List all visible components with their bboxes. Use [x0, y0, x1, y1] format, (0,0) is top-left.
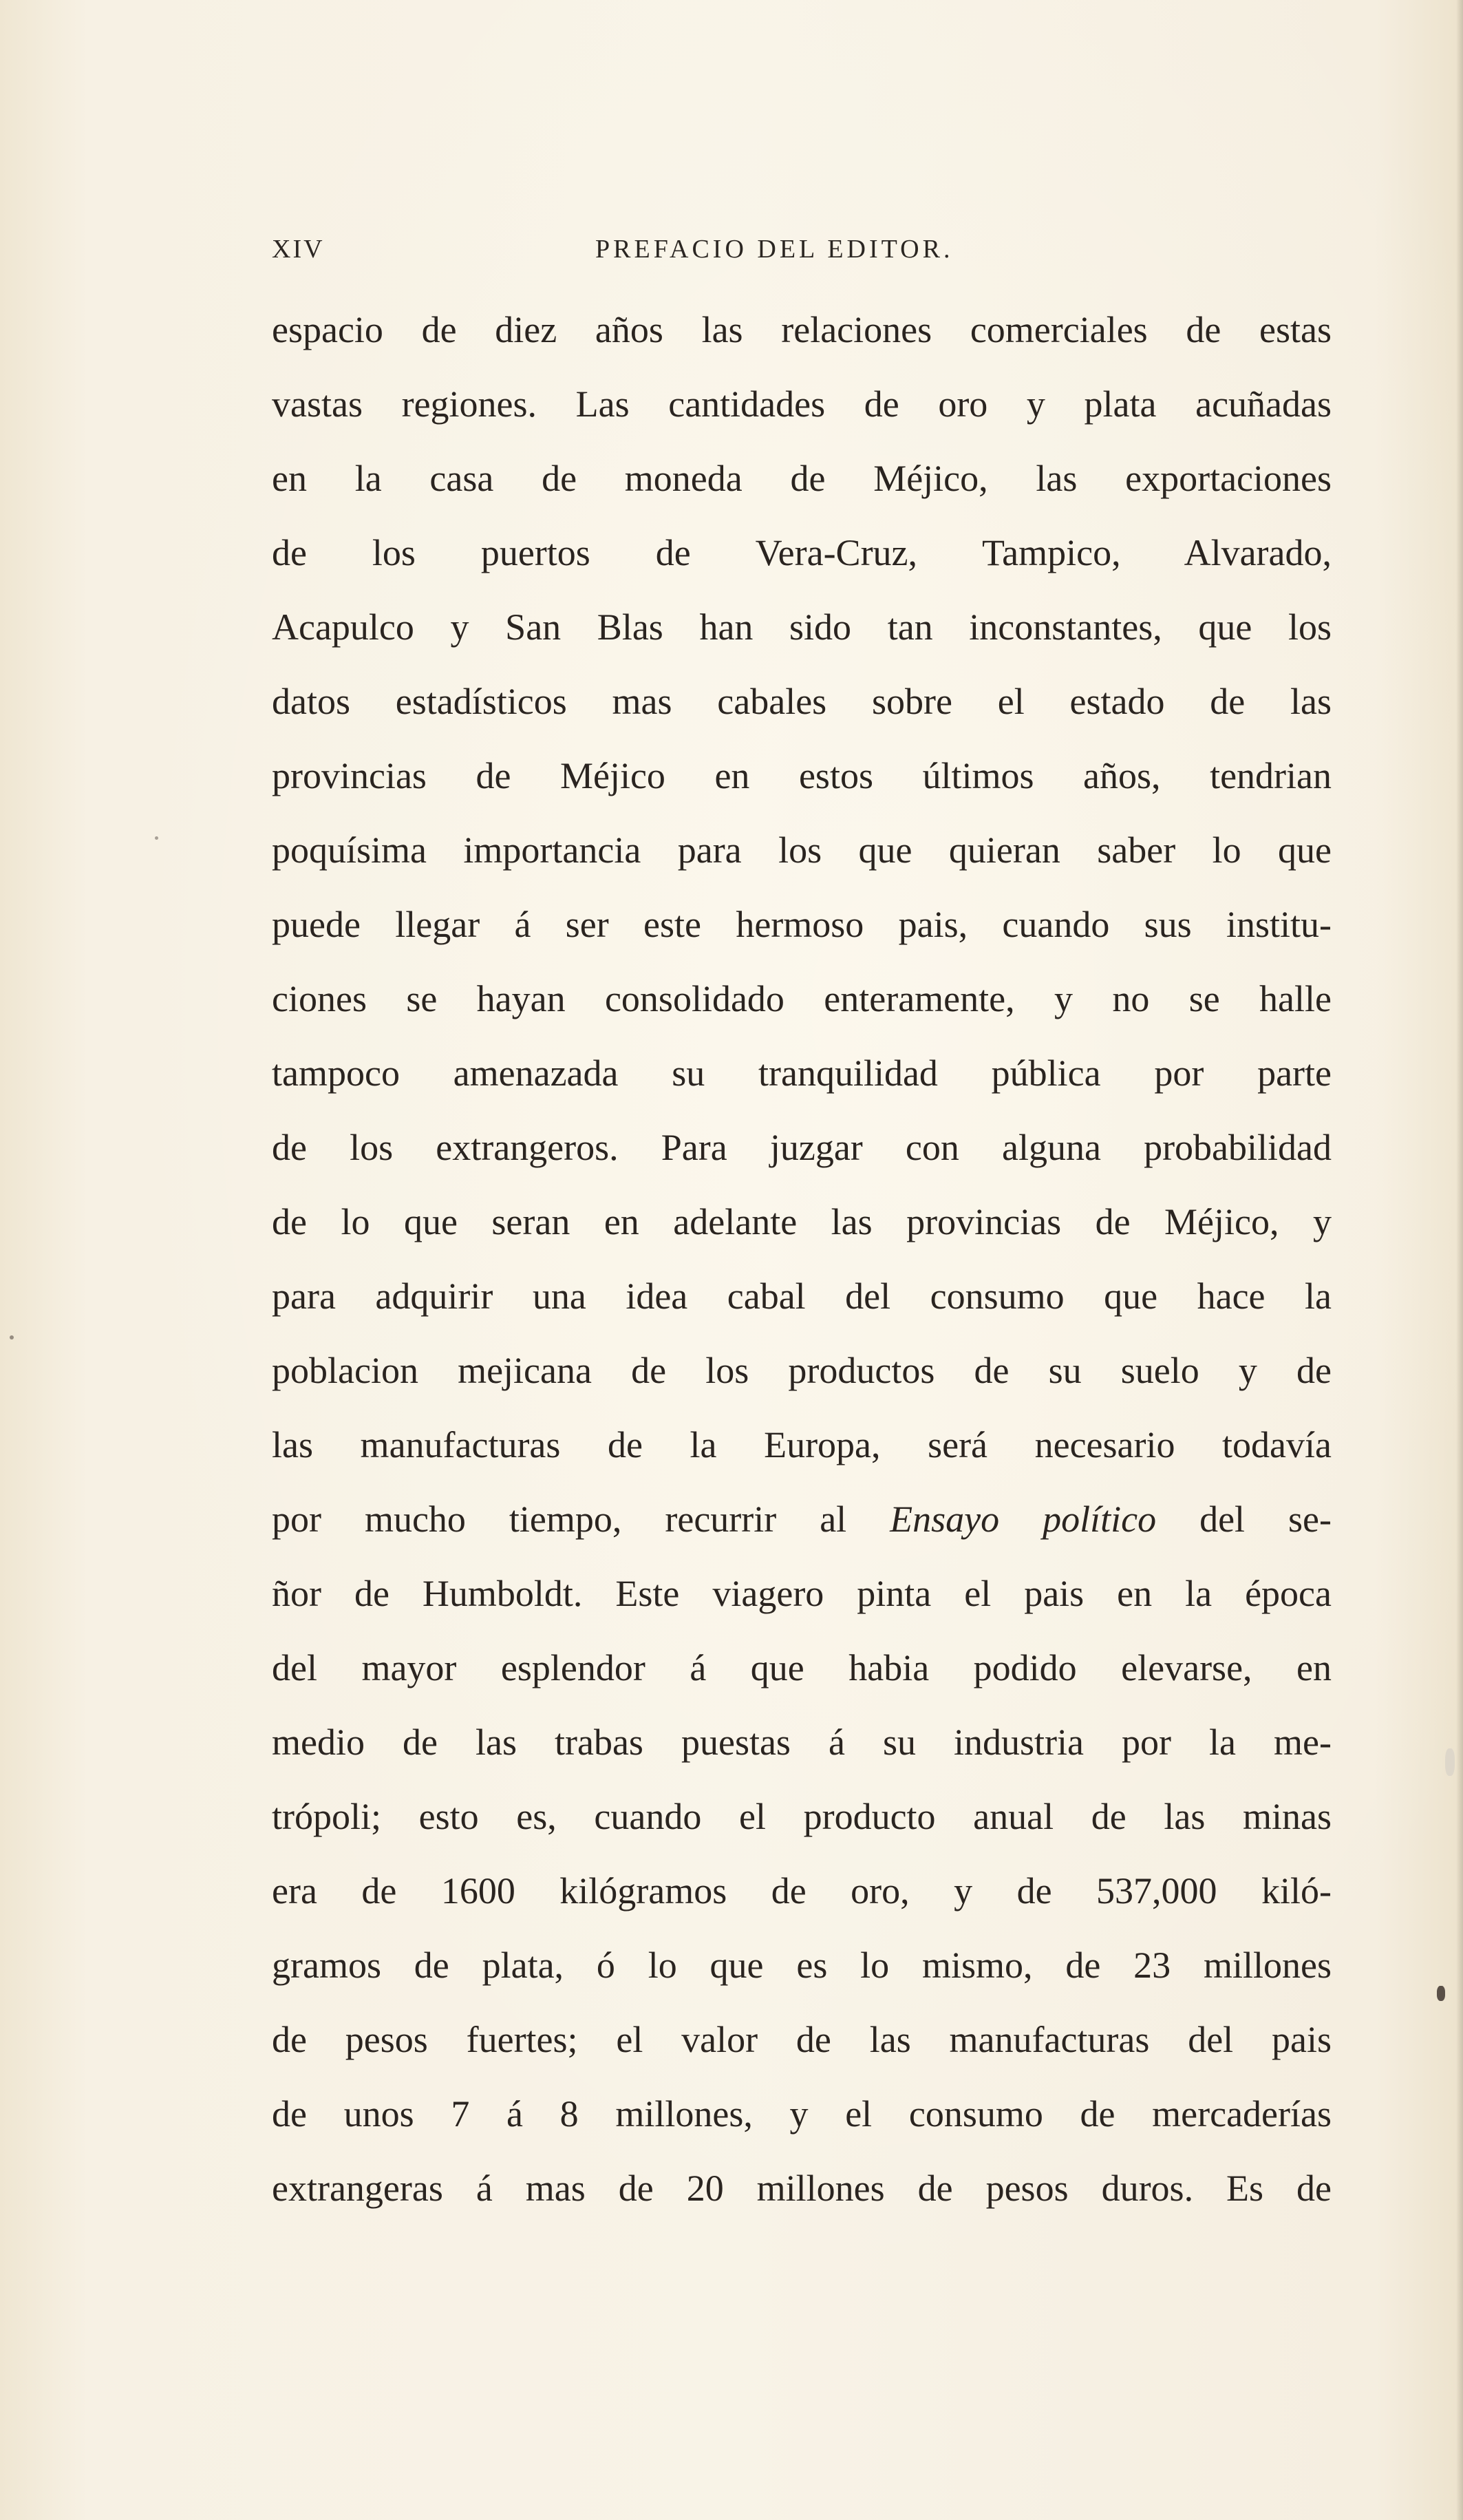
paper-speck: [1445, 1748, 1455, 1776]
text-line: de lo que seran en adelante las provincias de Méjico, y: [272, 1201, 1332, 1242]
paper-speck: [10, 1335, 14, 1340]
book-title-italic: Ensayo político: [890, 1499, 1157, 1540]
text-line: datos estadísticos mas cabales sobre el estado de las: [272, 681, 1332, 722]
text-line: para adquirir una idea cabal del consumo que hace la: [272, 1275, 1332, 1317]
text-line: en la casa de moneda de Méjico, las exportaciones: [272, 458, 1332, 499]
text-line: ciones se hayan consolidado enteramente, y no se halle: [272, 978, 1332, 1019]
text-line: ñor de Humboldt. Este viagero pinta el pais en la época: [272, 1573, 1332, 1614]
body-text: [272, 293, 1332, 2225]
text-line: de los extrangeros. Para juzgar con alguna probabilidad: [272, 1127, 1332, 1168]
text-line: poquísima importancia para los que quieran saber lo que: [272, 829, 1332, 871]
text-line: medio de las trabas puestas á su industria por la me-: [272, 1722, 1332, 1763]
text-line: vastas regiones. Las cantidades de oro y plata acuñadas: [272, 383, 1332, 425]
text-line: poblacion mejicana de los productos de su suelo y de: [272, 1350, 1332, 1391]
text-line: de los puertos de Vera-Cruz, Tampico, Alvarado,: [272, 532, 1332, 573]
text-line: gramos de plata, ó lo que es lo mismo, de 23 millones: [272, 1945, 1332, 1986]
text-line: las manufacturas de la Europa, será necesario todavía: [272, 1424, 1332, 1465]
text-line: era de 1600 kilógramos de oro, y de 537,000 kiló-: [272, 1870, 1332, 1912]
paper-speck: [155, 836, 158, 840]
line-text-before: por mucho tiempo, recurrir al: [272, 1499, 890, 1540]
line-text-after: del se-: [1156, 1499, 1332, 1540]
paper-speck: [1437, 1986, 1445, 2001]
text-line: puede llegar á ser este hermoso pais, cuando sus institu-: [272, 904, 1332, 945]
page-number: XIV: [272, 235, 325, 264]
page-header: [272, 234, 1332, 275]
text-line: de pesos fuertes; el valor de las manufacturas del pais: [272, 2019, 1332, 2060]
text-line: provincias de Méjico en estos últimos años, tendrian: [272, 755, 1332, 796]
text-line: extrangeras á mas de 20 millones de pesos duros. Es de: [272, 2168, 1332, 2209]
text-line-with-title: [272, 1482, 1332, 1556]
text-line: de unos 7 á 8 millones, y el consumo de mercaderías: [272, 2093, 1332, 2135]
page-edge-shadow: [1456, 0, 1463, 2520]
text-line: Acapulco y San Blas han sido tan inconstantes, que los: [272, 606, 1332, 648]
text-line: trópoli; esto es, cuando el producto anual de las minas: [272, 1796, 1332, 1837]
text-line: del mayor esplendor á que habia podido elevarse, en: [272, 1647, 1332, 1688]
text-line: espacio de diez años las relaciones comerciales de estas: [272, 309, 1332, 350]
text-line: tampoco amenazada su tranquilidad pública por parte: [272, 1052, 1332, 1094]
running-head: PREFACIO DEL EDITOR.: [595, 235, 954, 264]
